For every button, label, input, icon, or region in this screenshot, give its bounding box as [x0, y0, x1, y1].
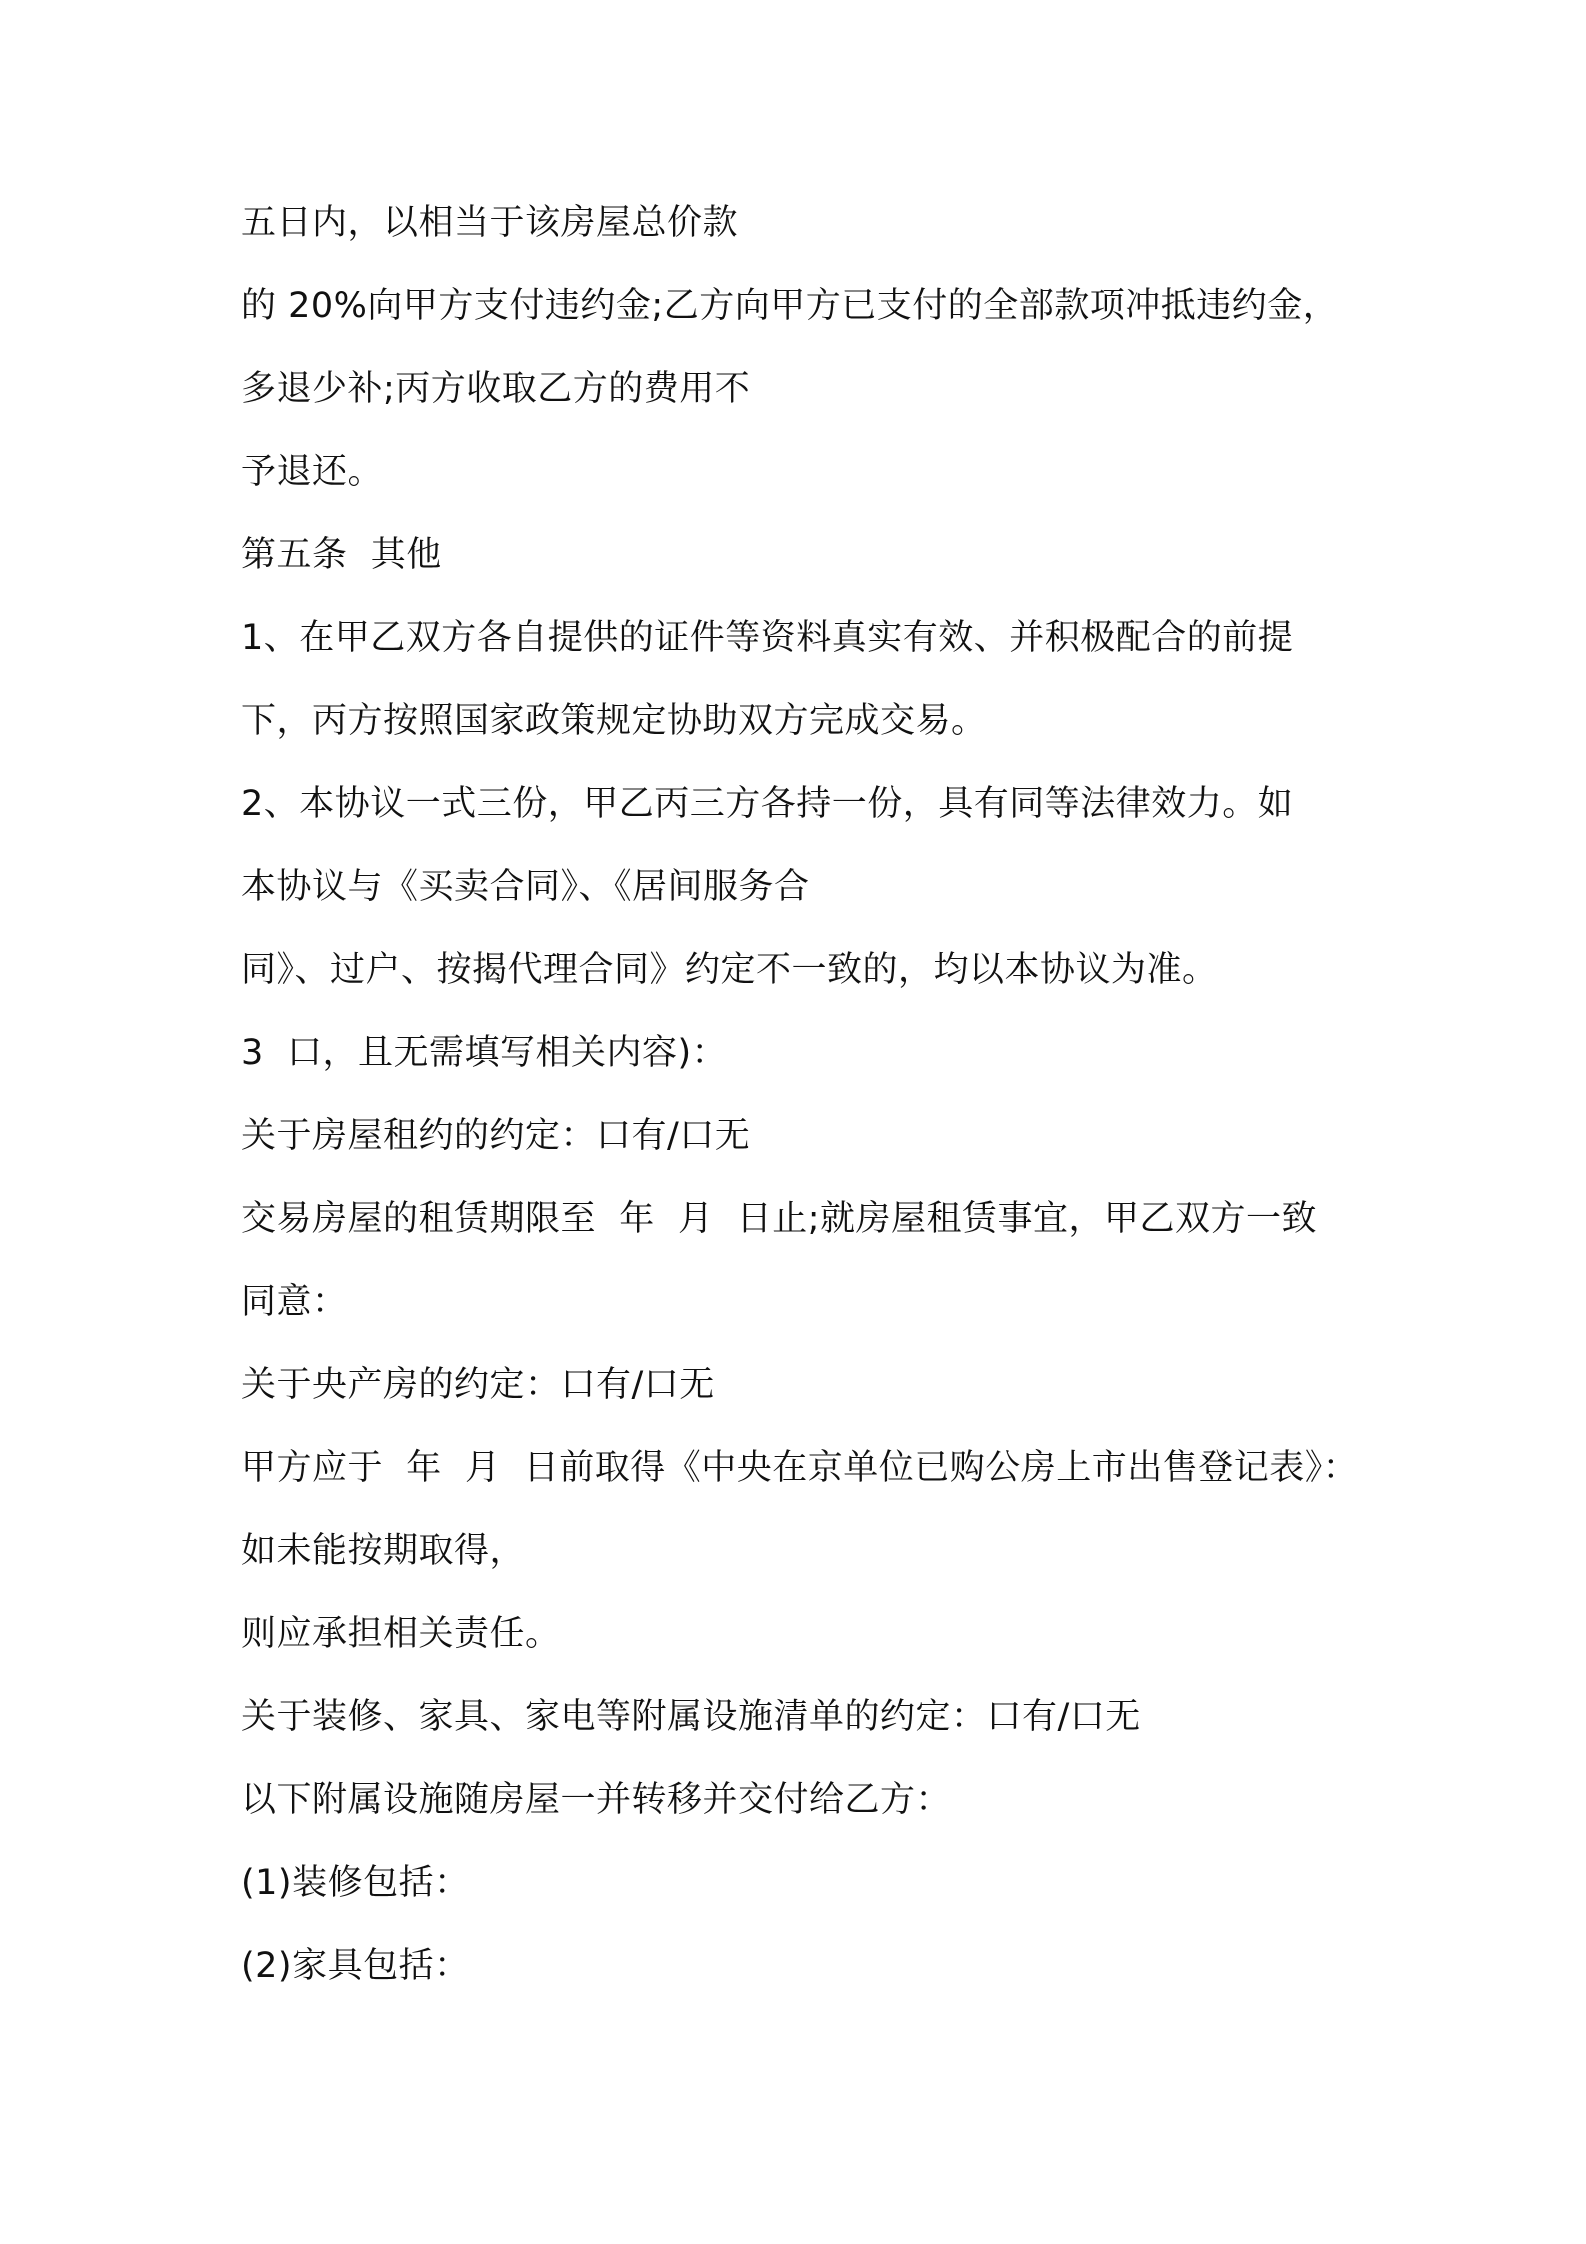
text-line: 本协议与《买卖合同》、《居间服务合: [241, 867, 810, 907]
text-line: 五日内，以相当于该房屋总价款: [241, 203, 739, 243]
text-line: 同》、过户、按揭代理合同》约定不一致的，均以本协议为准。: [241, 950, 1218, 990]
text-line: 的 20%向甲方支付违约金;乙方向甲方已支付的全部款项冲抵违约金，: [241, 286, 1339, 326]
text-line: 多退少补;丙方收取乙方的费用不: [241, 369, 751, 409]
text-line: 则应承担相关责任。: [241, 1614, 561, 1654]
text-line: 2、本协议一式三份，甲乙丙三方各持一份，具有同等法律效力。如: [241, 784, 1294, 824]
text-line: 以下附属设施随房屋一并转移并交付给乙方：: [241, 1780, 952, 1820]
text-line: 1、在甲乙双方各自提供的证件等资料真实有效、并积极配合的前提: [241, 618, 1294, 658]
text-line: 关于房屋租约的约定：口有/口无: [241, 1116, 751, 1156]
text-line: 下，丙方按照国家政策规定协助双方完成交易。: [241, 701, 987, 741]
text-line: (1)装修包括：: [241, 1863, 470, 1903]
text-line: (2)家具包括：: [241, 1946, 470, 1986]
text-line: 3 口，且无需填写相关内容)：: [241, 1033, 728, 1073]
text-line: 关于装修、家具、家电等附属设施清单的约定：口有/口无: [241, 1697, 1141, 1737]
text-line: 如未能按期取得，: [241, 1531, 526, 1571]
text-line: 关于央产房的约定：口有/口无: [241, 1365, 715, 1405]
text-line: 予退还。: [241, 452, 384, 492]
text-line: 交易房屋的租赁期限至 年 月 日止;就房屋租赁事宜，甲乙双方一致: [241, 1199, 1318, 1239]
section-heading: 第五条 其他: [241, 535, 442, 575]
text-line: 甲方应于 年 月 日前取得《中央在京单位已购公房上市出售登记表》：: [241, 1448, 1359, 1488]
document-body: [241, 198, 1441, 2024]
text-line: 同意：: [241, 1282, 348, 1322]
